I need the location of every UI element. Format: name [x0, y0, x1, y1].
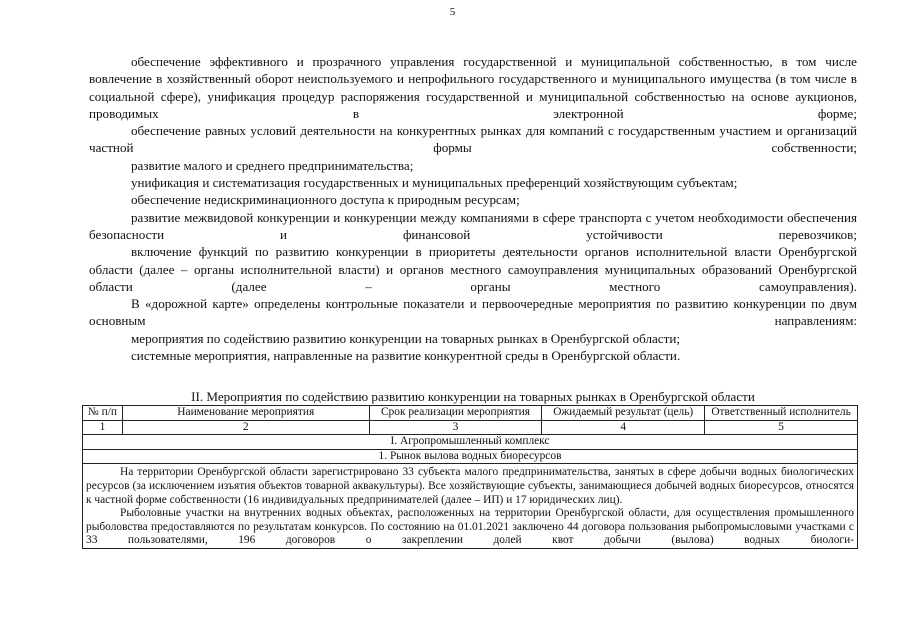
measures-table — [82, 405, 858, 549]
paragraph: обеспечение недискриминационного доступа к природным ресурсам; — [131, 192, 520, 208]
table-paragraph: На территории Оренбургской области зарегистрировано 33 субъекта малого предпринимательства, занятых в сфере добычи водных биологических ресурсов (за исключением изъятия объектов товарной аквакультуры). Все хозяйствующие субъекты, занимающиеся добычей водных биоресурсов, относятся к частной форме собственности (16 индивидуальных предпринимателей (далее – ИП) и 17 юридических лиц). — [86, 466, 854, 506]
table-paragraph: Рыболовные участки на внутренних водных объектах, расположенных на территории Оренбургской области, для осуществления промышленного рыболовства предоставляются по результатам конкурсов. По состоянию на 01.01.2021 заключено 44 договора пользования рыбопромысловыми участками с 33 пользователями, 196 договоров о закреплении долей квот добычи (вылова) водных биологи- — [86, 507, 854, 547]
paragraph: обеспечение равных условий деятельности на конкурентных рынках для компаний с государственным участием и организаций частной формы собственности; — [89, 123, 857, 156]
header-responsible: Ответственный исполнитель — [705, 406, 858, 421]
header-name: Наименование мероприятия — [122, 406, 369, 421]
subsection-row — [83, 449, 858, 464]
paragraph: развитие межвидовой конкуренции и конкуренции между компаниями в сфере транспорта с учетом необходимости обеспечения безопасности и финансовой устойчивости перевозчиков; — [89, 209, 857, 242]
subsection-title: 1. Рынок вылова водных биоресурсов — [83, 449, 858, 464]
page-number: 5 — [449, 6, 456, 18]
column-number: 5 — [705, 420, 858, 435]
paragraph: мероприятия по содействию развитию конкуренции на товарных рынках в Оренбургской области; — [131, 330, 680, 346]
column-number: 3 — [369, 420, 542, 435]
column-numbers-row — [83, 420, 858, 435]
paragraph: унификация и систематизация государственных и муниципальных преференций хозяйствующим субъектам; — [131, 175, 738, 191]
text-cell — [83, 464, 858, 549]
paragraph: развитие малого и среднего предпринимательства; — [131, 157, 414, 173]
column-number: 4 — [542, 420, 705, 435]
paragraph: обеспечение эффективного и прозрачного управления государственной и муниципальной собственностью, в том числе вовлечение в хозяйственный оборот неиспользуемого и непрофильного государственного и муниципального имущества (в том числе в социальной сфере), унификация процедур распоряжения государственной и муниципальной собственностью на основе аукционов, проводимых в электронной форме; — [89, 54, 857, 121]
header-num: № п/п — [83, 406, 123, 421]
header-term: Срок реализации мероприятия — [369, 406, 542, 421]
column-number: 1 — [83, 420, 123, 435]
column-number: 2 — [122, 420, 369, 435]
paragraph: включение функций по развитию конкуренции в приоритеты деятельности органов исполнительной власти Оренбургской области (далее – органы исполнительной власти) и органов местного самоуправления муниципальных образований Оренбургской области (далее – органы местного самоуправления). — [89, 244, 857, 294]
section-title: I. Агропромышленный комплекс — [83, 435, 858, 450]
document-body — [89, 53, 857, 364]
paragraph: системные мероприятия, направленные на развитие конкурентной среды в Оренбургской области. — [131, 348, 681, 364]
section-heading: II. Мероприятия по содействию развитию конкуренции на товарных рынках в Оренбургской области — [191, 389, 755, 404]
text-row — [83, 464, 858, 549]
paragraph: В «дорожной карте» определены контрольные показатели и первоочередные мероприятия по развитию конкуренции по двум основным направлениям: — [89, 296, 857, 329]
table-header-row — [83, 406, 858, 421]
header-result: Ожидаемый результат (цель) — [542, 406, 705, 421]
section-row — [83, 435, 858, 450]
